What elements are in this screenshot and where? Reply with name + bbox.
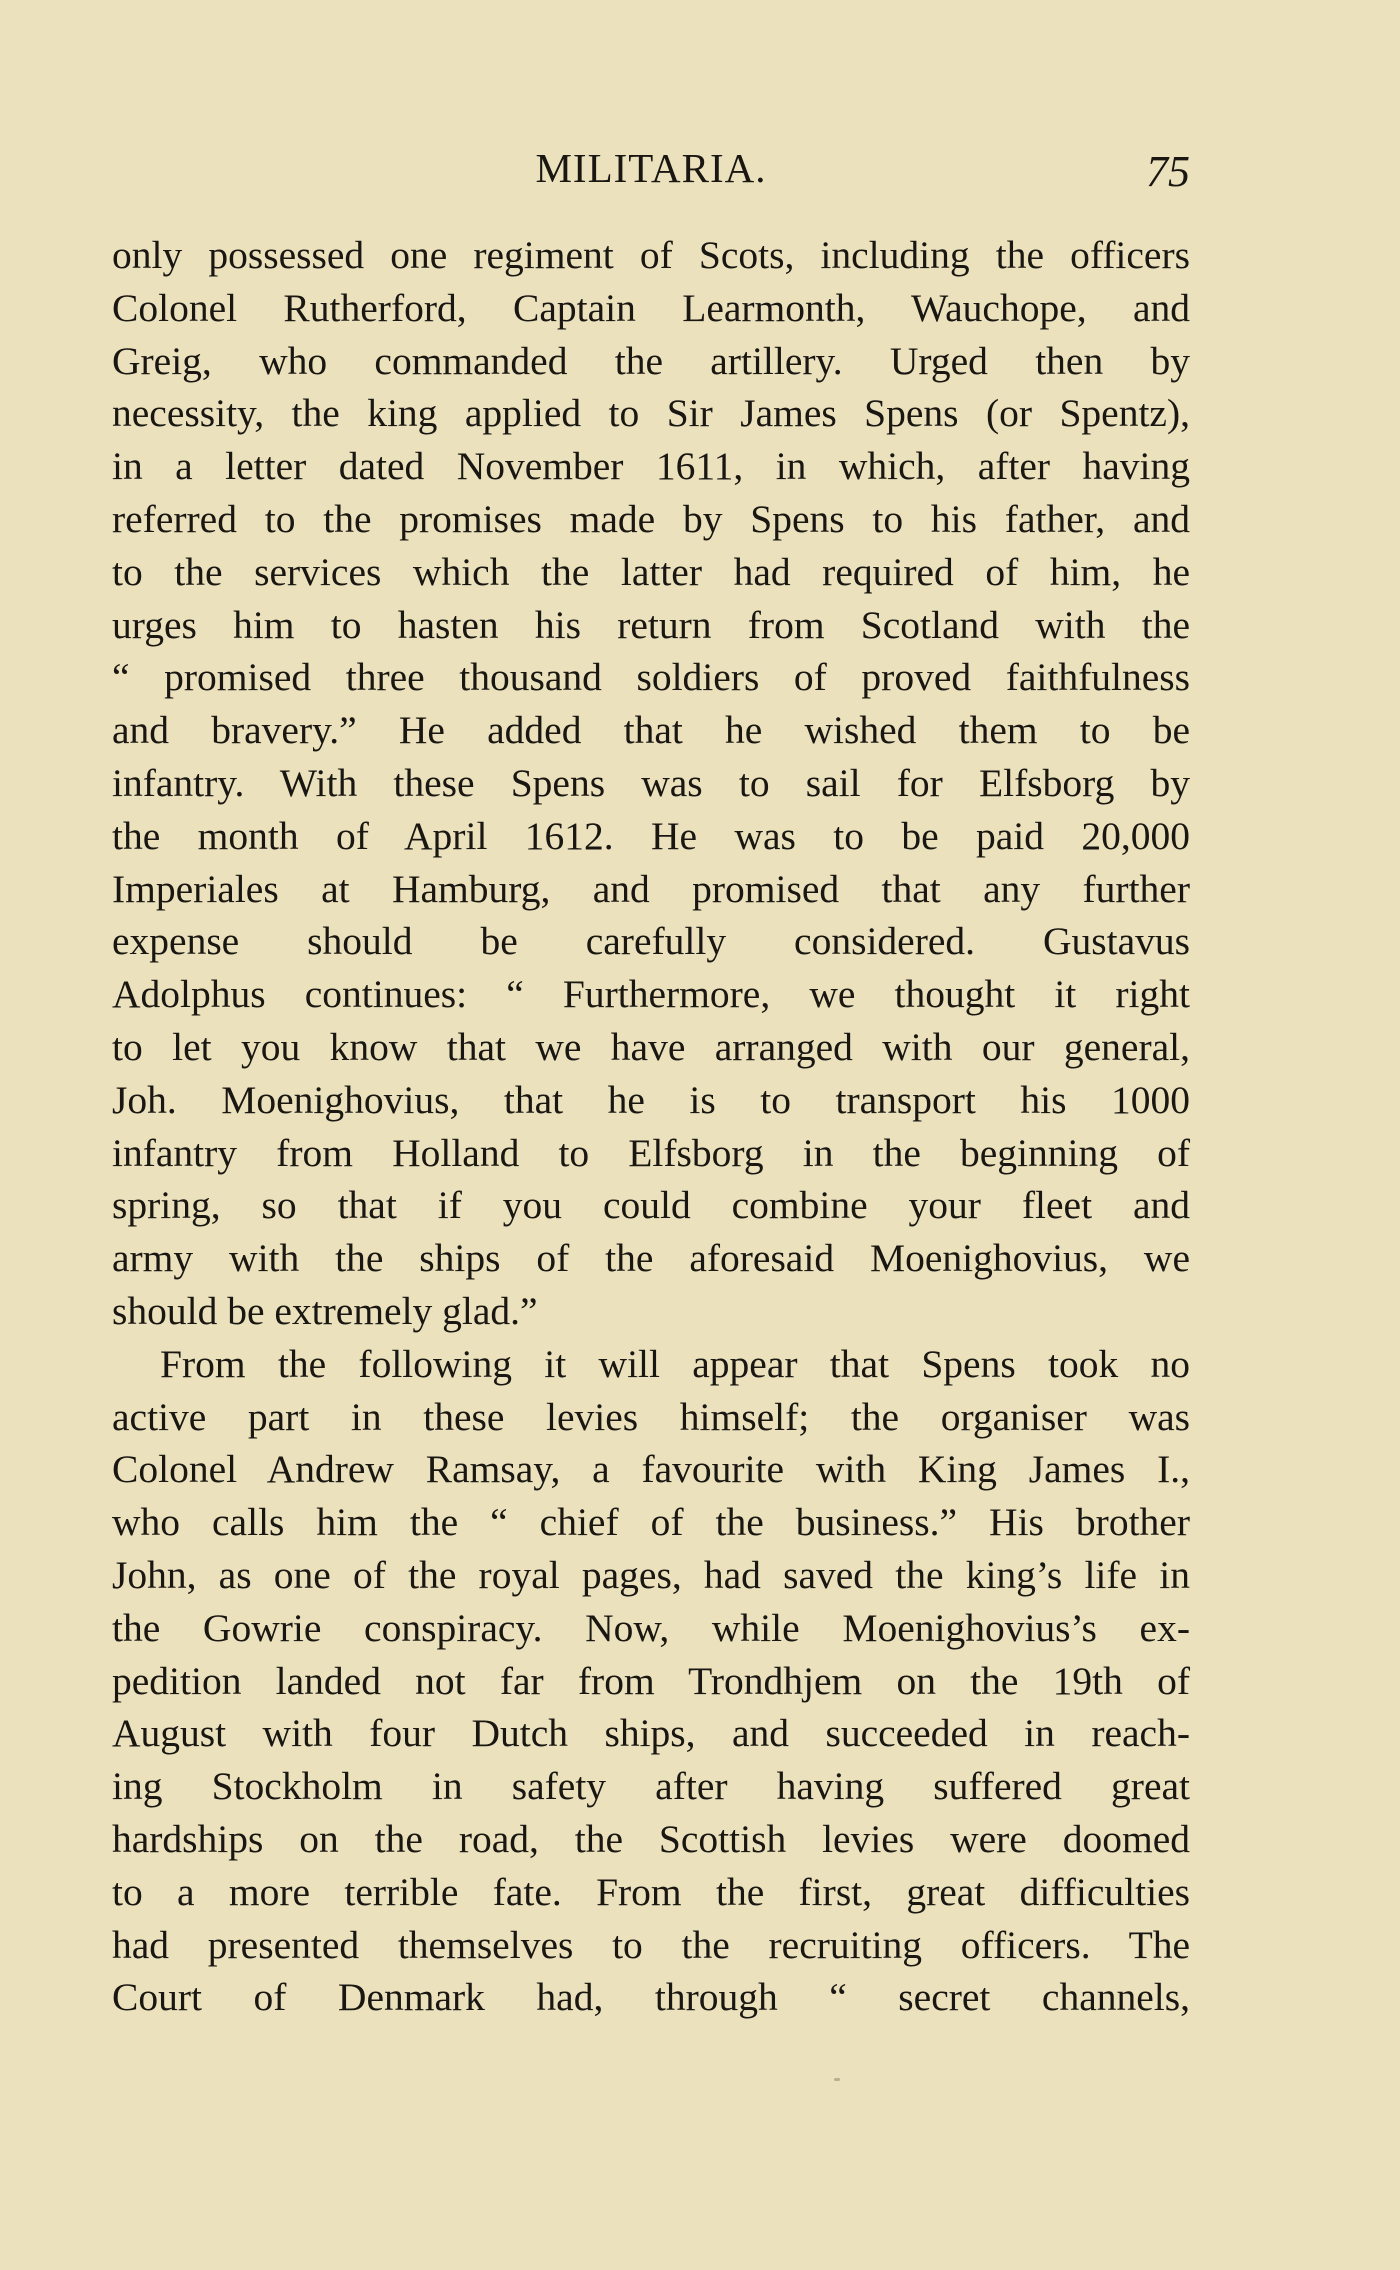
- text-line: to a more terrible fate. From the first, great difficulties: [112, 1869, 1190, 1914]
- text-line: Colonel Rutherford, Captain Learmonth, Wauchope, and: [112, 285, 1190, 330]
- text-line: necessity, the king applied to Sir James Spens (or Spentz),: [112, 391, 1190, 436]
- text-line: August with four Dutch ships, and succeeded in reach-: [112, 1711, 1190, 1756]
- text-line: Imperiales at Hamburg, and promised that any further: [112, 866, 1190, 911]
- text-line: pedition landed not far from Trondhjem on the 19th of: [112, 1658, 1190, 1703]
- text-line: the Gowrie conspiracy. Now, while Moenighovius’s ex-: [112, 1605, 1190, 1650]
- text-line: who calls him the “ chief of the business.” His brother: [112, 1500, 1190, 1545]
- text-line: army with the ships of the aforesaid Moenighovius, we: [112, 1236, 1190, 1281]
- text-line: urges him to hasten his return from Scotland with the: [112, 602, 1190, 647]
- page-number: 75: [1146, 147, 1190, 196]
- text-line: “ promised three thousand soldiers of proved faithfulness: [112, 655, 1190, 700]
- text-line: referred to the promises made by Spens to his father, and: [112, 496, 1190, 541]
- text-line: Court of Denmark had, through “ secret channels,: [112, 1975, 1190, 2020]
- text-line: to let you know that we have arranged with our general,: [112, 1024, 1190, 1069]
- text-line: John, as one of the royal pages, had saved the king’s life in: [112, 1552, 1190, 1597]
- text-line: the month of April 1612. He was to be paid 20,000: [112, 813, 1190, 858]
- body-text: [112, 229, 1190, 2024]
- text-line: spring, so that if you could combine your fleet and: [112, 1183, 1190, 1228]
- text-line: should be extremely glad.”: [112, 1288, 538, 1333]
- paper-speck: [834, 2078, 840, 2081]
- running-title: MILITARIA.: [535, 145, 767, 191]
- running-head: [112, 138, 1190, 198]
- text-line: Colonel Andrew Ramsay, a favourite with King James I.,: [112, 1447, 1190, 1492]
- text-line: expense should be carefully considered. Gustavus: [112, 919, 1190, 964]
- text-line: infantry from Holland to Elfsborg in the beginning of: [112, 1130, 1190, 1175]
- text-line: and bravery.” He added that he wished them to be: [112, 708, 1190, 753]
- text-line: Adolphus continues: “ Furthermore, we thought it right: [112, 972, 1190, 1017]
- text-line: infantry. With these Spens was to sail for Elfsborg by: [112, 760, 1190, 805]
- text-line: had presented themselves to the recruiting officers. The: [112, 1922, 1190, 1967]
- paragraph-start-line: From the following it will appear that Spens took no: [160, 1341, 1190, 1386]
- text-line: Greig, who commanded the artillery. Urged then by: [112, 338, 1190, 383]
- text-line: to the services which the latter had required of him, he: [112, 549, 1190, 594]
- text-line: hardships on the road, the Scottish levies were doomed: [112, 1816, 1190, 1861]
- text-line: ing Stockholm in safety after having suffered great: [112, 1764, 1190, 1809]
- text-line: active part in these levies himself; the organiser was: [112, 1394, 1190, 1439]
- text-line: in a letter dated November 1611, in which, after having: [112, 444, 1190, 489]
- text-line: only possessed one regiment of Scots, including the officers: [112, 233, 1190, 277]
- text-line: Joh. Moenighovius, that he is to transport his 1000: [112, 1077, 1190, 1122]
